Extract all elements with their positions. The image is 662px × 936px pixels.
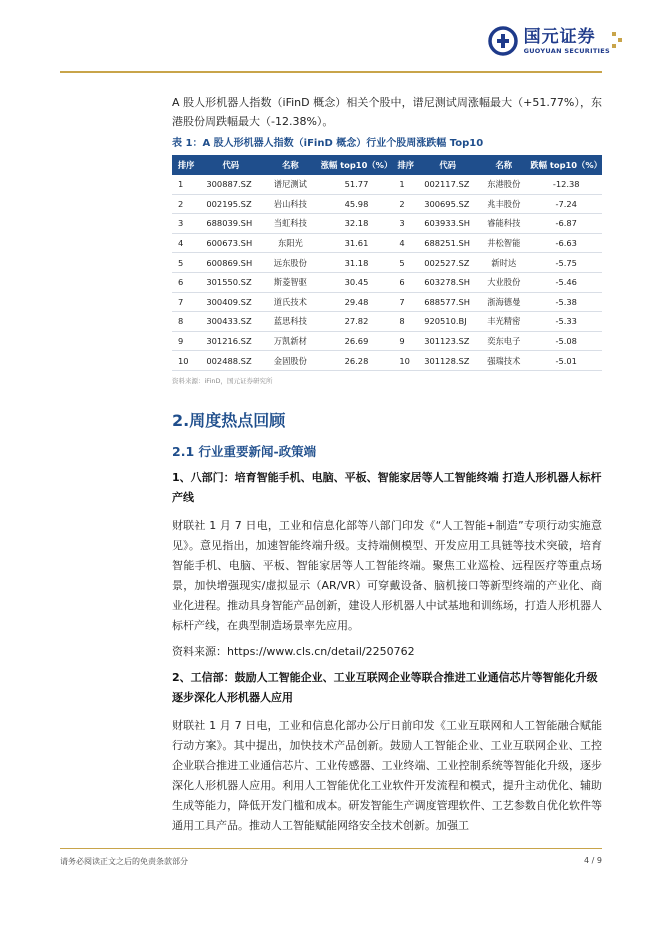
intro-paragraph: A 股人形机器人指数（iFinD 概念）相关个股中，谱尼测试周涨幅最大（+51.77%），东港股份周跌幅最大（-12.38%）。 <box>172 96 602 128</box>
table-row <box>172 233 602 253</box>
cell-name: 万凯新材 <box>261 331 320 351</box>
cell-code: 600869.SH <box>200 253 261 273</box>
cell-gain: 31.61 <box>320 233 394 253</box>
cell-rank: 5 <box>393 253 418 273</box>
cell-rank: 5 <box>172 253 200 273</box>
header-code: 代码 <box>418 155 477 175</box>
news-title: 1、八部门：培育智能手机、电脑、平板、智能家居等人工智能终端 打造人形机器人标杆产线 <box>172 471 602 504</box>
news-source: 资料来源：https://www.cls.cn/detail/2250762 <box>172 645 415 658</box>
footer-disclaimer: 请务必阅读正文之后的免责条款部分 <box>60 857 188 866</box>
cell-loss: -5.01 <box>530 351 602 371</box>
cell-name: 岩山科技 <box>261 194 320 214</box>
cell-code: 300409.SZ <box>200 292 261 312</box>
cell-loss: -6.63 <box>530 233 602 253</box>
cell-code: 603278.SH <box>418 272 477 292</box>
cell-gain: 31.18 <box>320 253 394 273</box>
cell-loss: -5.46 <box>530 272 602 292</box>
cell-code: 002117.SZ <box>418 175 477 194</box>
cell-code: 301550.SZ <box>200 272 261 292</box>
header-rank: 排序 <box>393 155 418 175</box>
table-title: 表 1：A 股人形机器人指数（iFinD 概念）行业个股周涨跌幅 Top10 <box>172 138 484 149</box>
cell-code: 002195.SZ <box>200 194 261 214</box>
cell-loss: -12.38 <box>530 175 602 194</box>
cell-rank: 4 <box>172 233 200 253</box>
news-title: 2、工信部：鼓励人工智能企业、工业互联网企业等联合推进工业通信芯片等智能化升级 逐步深化人形机器人应用 <box>172 671 598 704</box>
table-row <box>172 292 602 312</box>
table-body <box>172 175 602 370</box>
cell-name: 睿能科技 <box>477 214 530 234</box>
cell-rank: 4 <box>393 233 418 253</box>
cell-gain: 26.28 <box>320 351 394 371</box>
cell-name: 道氏技术 <box>261 292 320 312</box>
cell-rank: 3 <box>172 214 200 234</box>
cell-rank: 7 <box>172 292 200 312</box>
cell-rank: 1 <box>172 175 200 194</box>
guoyuan-logo-icon <box>488 26 518 56</box>
header-rank: 排序 <box>172 155 200 175</box>
table-header-row <box>172 155 602 175</box>
table-row <box>172 214 602 234</box>
logo-decoration-icon <box>610 30 624 52</box>
header-divider <box>60 71 602 73</box>
cell-code: 300433.SZ <box>200 312 261 332</box>
table-row <box>172 272 602 292</box>
cell-name: 奕东电子 <box>477 331 530 351</box>
cell-code: 002527.SZ <box>418 253 477 273</box>
cell-name: 当虹科技 <box>261 214 320 234</box>
cell-rank: 6 <box>393 272 418 292</box>
cell-gain: 32.18 <box>320 214 394 234</box>
cell-rank: 9 <box>393 331 418 351</box>
cell-name: 强瑞技术 <box>477 351 530 371</box>
stock-ranking-table <box>172 155 602 371</box>
cell-gain: 45.98 <box>320 194 394 214</box>
cell-rank: 8 <box>172 312 200 332</box>
subsection-heading: 2.1 行业重要新闻-政策端 <box>172 444 317 459</box>
logo-english-name: GUOYUAN SECURITIES <box>523 47 610 55</box>
cell-gain: 27.82 <box>320 312 394 332</box>
cell-name: 新时达 <box>477 253 530 273</box>
header-name: 名称 <box>477 155 530 175</box>
cell-loss: -5.38 <box>530 292 602 312</box>
cell-code: 600673.SH <box>200 233 261 253</box>
news-item <box>172 468 602 662</box>
cell-rank: 9 <box>172 331 200 351</box>
table-row <box>172 175 602 194</box>
cell-code: 688039.SH <box>200 214 261 234</box>
cell-rank: 10 <box>172 351 200 371</box>
cell-rank: 6 <box>172 272 200 292</box>
cell-gain: 29.48 <box>320 292 394 312</box>
cell-name: 东港股份 <box>477 175 530 194</box>
table-row <box>172 312 602 332</box>
cell-code: 920510.BJ <box>418 312 477 332</box>
cell-name: 远东股份 <box>261 253 320 273</box>
cell-rank: 1 <box>393 175 418 194</box>
cell-loss: -5.75 <box>530 253 602 273</box>
section-heading: 2.周度热点回顾 <box>172 411 286 430</box>
cell-rank: 7 <box>393 292 418 312</box>
cell-code: 002488.SZ <box>200 351 261 371</box>
footer-divider <box>60 848 602 849</box>
cell-code: 688577.SH <box>418 292 477 312</box>
cell-name: 斯菱智驱 <box>261 272 320 292</box>
cell-loss: -5.33 <box>530 312 602 332</box>
cell-loss: -5.08 <box>530 331 602 351</box>
cell-name: 兆丰股份 <box>477 194 530 214</box>
cell-loss: -7.24 <box>530 194 602 214</box>
header-name: 名称 <box>261 155 320 175</box>
table-row <box>172 194 602 214</box>
cell-code: 301123.SZ <box>418 331 477 351</box>
main-content <box>172 93 602 387</box>
cell-rank: 2 <box>393 194 418 214</box>
cell-code: 688251.SH <box>418 233 477 253</box>
header-logo <box>488 26 610 56</box>
cell-rank: 3 <box>393 214 418 234</box>
cell-loss: -6.87 <box>530 214 602 234</box>
news-body: 财联社 1 月 7 日电，工业和信息化部办公厅日前印发《工业互联网和人工智能融合赋能行动方案》。其中提出，加快技术产品创新。鼓励人工智能企业、工业互联网企业、工控企业联合推进工业通信芯片、工业传感器、工业终端、工业控制系统等智能化升级，逐步深化人形机器人应用。利用人工智能优化工业软件开发流程和模式，提升主动优化、辅助生成等能力，降低开发门槛和成本。研发智能生产调度管理软件、工艺参数自优化软件等通用工具产品。推动人工智能赋能网络安全技术创新。加强工 <box>172 719 602 832</box>
page-number: 4 / 9 <box>584 856 602 865</box>
cell-gain: 51.77 <box>320 175 394 194</box>
table-row <box>172 331 602 351</box>
cell-name: 丰光精密 <box>477 312 530 332</box>
cell-name: 东阳光 <box>261 233 320 253</box>
cell-name: 井松智能 <box>477 233 530 253</box>
cell-code: 603933.SH <box>418 214 477 234</box>
cell-name: 蓝思科技 <box>261 312 320 332</box>
cell-rank: 8 <box>393 312 418 332</box>
logo-chinese-name: 国元证券 <box>523 27 596 47</box>
cell-name: 金固股份 <box>261 351 320 371</box>
cell-gain: 26.69 <box>320 331 394 351</box>
news-body: 财联社 1 月 7 日电，工业和信息化部等八部门印发《“人工智能+制造”专项行动实施意见》。意见指出，加速智能终端升级。支持端侧模型、开发应用工具链等技术突破，培育智能手机、电脑、平板、智能家居等人工智能终端。聚焦工业巡检、远程医疗等重点场景，加快增强现实/虚拟显示（AR/VR）可穿戴设备、脑机接口等新型终端的产业化、商业化进程。推动具身智能产品创新，建设人形机器人中试基地和训练场，打造人形机器人标杆产线，在典型制造场景率先应用。 <box>172 519 602 632</box>
cell-code: 301216.SZ <box>200 331 261 351</box>
cell-name: 浙海德曼 <box>477 292 530 312</box>
cell-name: 大业股份 <box>477 272 530 292</box>
cell-code: 300887.SZ <box>200 175 261 194</box>
header-code: 代码 <box>200 155 261 175</box>
cell-code: 301128.SZ <box>418 351 477 371</box>
table-source: 资料来源：iFinD，国元证券研究所 <box>172 376 273 385</box>
header-loss: 跌幅 top10（%） <box>530 155 602 175</box>
header-gain: 涨幅 top10（%） <box>320 155 394 175</box>
news-item <box>172 668 602 836</box>
table-row <box>172 253 602 273</box>
cell-name: 谱尼测试 <box>261 175 320 194</box>
cell-code: 300695.SZ <box>418 194 477 214</box>
cell-rank: 10 <box>393 351 418 371</box>
table-row <box>172 351 602 371</box>
cell-gain: 30.45 <box>320 272 394 292</box>
cell-rank: 2 <box>172 194 200 214</box>
